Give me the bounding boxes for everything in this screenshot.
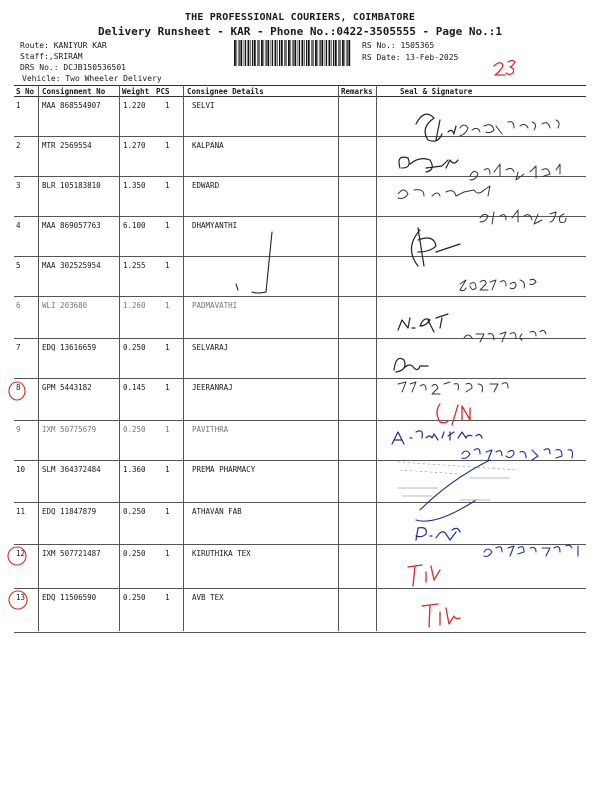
row-divider bbox=[14, 632, 586, 633]
row-consignee: PREMA PHARMACY bbox=[192, 465, 256, 474]
row-consignee: PADMAVATHI bbox=[192, 301, 238, 310]
row-divider bbox=[14, 176, 586, 177]
row-pcs: 1 bbox=[165, 141, 170, 150]
row-consignee: KIRUTHIKA TEX bbox=[192, 549, 251, 558]
row-consignee: EDWARD bbox=[192, 181, 220, 190]
row-sno: 5 bbox=[16, 261, 21, 270]
row-divider bbox=[14, 378, 586, 379]
row-sno: 12 bbox=[16, 549, 26, 558]
row-consignment-no: GPM 5443182 bbox=[42, 383, 92, 392]
row-divider bbox=[14, 136, 586, 137]
rs-date: RS Date: 13-Feb-2025 bbox=[362, 53, 459, 62]
row-pcs: 1 bbox=[165, 549, 170, 558]
row-pcs: 1 bbox=[165, 593, 170, 602]
row-consignment-no: IXM 507721487 bbox=[42, 549, 101, 558]
row-sno: 13 bbox=[16, 593, 26, 602]
row-pcs: 1 bbox=[165, 301, 170, 310]
drs-number: DRS No.: DCJB150536501 bbox=[20, 63, 126, 72]
col-divider bbox=[376, 85, 377, 631]
row-weight: 0.250 bbox=[123, 593, 146, 602]
row-weight: 0.250 bbox=[123, 549, 146, 558]
row-weight: 0.145 bbox=[123, 383, 146, 392]
row-pcs: 1 bbox=[165, 425, 170, 434]
row-consignment-no: BLR 105183810 bbox=[42, 181, 101, 190]
row-sno: 1 bbox=[16, 101, 21, 110]
row-pcs: 1 bbox=[165, 101, 170, 110]
col-header-sno: S No bbox=[16, 87, 35, 96]
row-pcs: 1 bbox=[165, 507, 170, 516]
col-divider bbox=[119, 85, 120, 631]
row-weight: 1.260 bbox=[123, 301, 146, 310]
row-consignee: SELVI bbox=[192, 101, 215, 110]
row-pcs: 1 bbox=[165, 343, 170, 352]
row-divider bbox=[14, 256, 586, 257]
row-divider bbox=[14, 502, 586, 503]
row-divider bbox=[14, 338, 586, 339]
row-sno: 10 bbox=[16, 465, 26, 474]
row-consignee: PAVITHRA bbox=[192, 425, 229, 434]
row-sno: 7 bbox=[16, 343, 21, 352]
row-sno: 8 bbox=[16, 383, 21, 392]
row-consignee: AVB TEX bbox=[192, 593, 224, 602]
route-label: Route: KANIYUR KAR bbox=[20, 41, 107, 50]
row-divider bbox=[14, 296, 586, 297]
col-header-seal: Seal & Signature bbox=[400, 87, 473, 96]
row-consignee: ATHAVAN FAB bbox=[192, 507, 242, 516]
row-sno: 9 bbox=[16, 425, 21, 434]
row-weight: 0.250 bbox=[123, 343, 146, 352]
row-consignee: DHAMYANTHI bbox=[192, 221, 238, 230]
row-pcs: 1 bbox=[165, 181, 170, 190]
row-divider bbox=[14, 544, 586, 545]
row-divider bbox=[14, 216, 586, 217]
row-consignment-no: IXM 50775679 bbox=[42, 425, 97, 434]
row-weight: 1.270 bbox=[123, 141, 146, 150]
col-divider bbox=[183, 85, 184, 631]
company-title: THE PROFESSIONAL COURIERS, COIMBATORE bbox=[184, 12, 416, 23]
vehicle-label: Vehicle: Two Wheeler Delivery bbox=[22, 74, 162, 83]
row-weight: 1.350 bbox=[123, 181, 146, 190]
row-consignment-no: MTR 2569554 bbox=[42, 141, 92, 150]
col-header-remarks: Remarks bbox=[341, 87, 373, 96]
row-weight: 0.250 bbox=[123, 507, 146, 516]
row-consignment-no: MAA 869057763 bbox=[42, 221, 101, 230]
barcode-image bbox=[233, 40, 351, 66]
row-pcs: 1 bbox=[165, 221, 170, 230]
runsheet-subtitle: Delivery Runsheet - KAR - Phone No.:0422-3505555 - Page No.:1 bbox=[98, 25, 502, 38]
row-consignment-no: EDQ 11847879 bbox=[42, 507, 97, 516]
row-weight: 1.360 bbox=[123, 465, 146, 474]
rs-number: RS No.: 1505365 bbox=[362, 41, 435, 50]
row-consignee: SELVARAJ bbox=[192, 343, 229, 352]
row-consignment-no: EDQ 13616659 bbox=[42, 343, 97, 352]
row-pcs: 1 bbox=[165, 465, 170, 474]
row-divider bbox=[14, 588, 586, 589]
staff-label: Staff:,SRIRAM bbox=[20, 52, 83, 61]
table-top-rule bbox=[14, 85, 586, 86]
row-consignment-no: WLI 203680 bbox=[42, 301, 88, 310]
col-header-consignment: Consignment No bbox=[42, 87, 106, 96]
row-consignee: KALPANA bbox=[192, 141, 224, 150]
col-divider bbox=[38, 85, 39, 631]
row-sno: 4 bbox=[16, 221, 21, 230]
row-divider bbox=[14, 420, 586, 421]
row-pcs: 1 bbox=[165, 383, 170, 392]
col-header-weight: Weight bbox=[122, 87, 150, 96]
col-header-pcs: PCS bbox=[156, 87, 170, 96]
col-divider bbox=[338, 85, 339, 631]
row-consignment-no: MAA 302525954 bbox=[42, 261, 101, 270]
row-divider bbox=[14, 460, 586, 461]
row-sno: 3 bbox=[16, 181, 21, 190]
row-sno: 11 bbox=[16, 507, 26, 516]
row-consignment-no: SLM 364372484 bbox=[42, 465, 101, 474]
row-weight: 0.250 bbox=[123, 425, 146, 434]
row-sno: 6 bbox=[16, 301, 21, 310]
row-pcs: 1 bbox=[165, 261, 170, 270]
row-weight: 1.220 bbox=[123, 101, 146, 110]
row-consignment-no: EDQ 11506590 bbox=[42, 593, 97, 602]
row-sno: 2 bbox=[16, 141, 21, 150]
row-weight: 6.100 bbox=[123, 221, 146, 230]
header-bottom-rule bbox=[14, 96, 586, 97]
row-consignment-no: MAA 868554907 bbox=[42, 101, 101, 110]
col-header-consignee: Consignee Details bbox=[187, 87, 264, 96]
row-consignee: JEERANRAJ bbox=[192, 383, 233, 392]
row-weight: 1.255 bbox=[123, 261, 146, 270]
